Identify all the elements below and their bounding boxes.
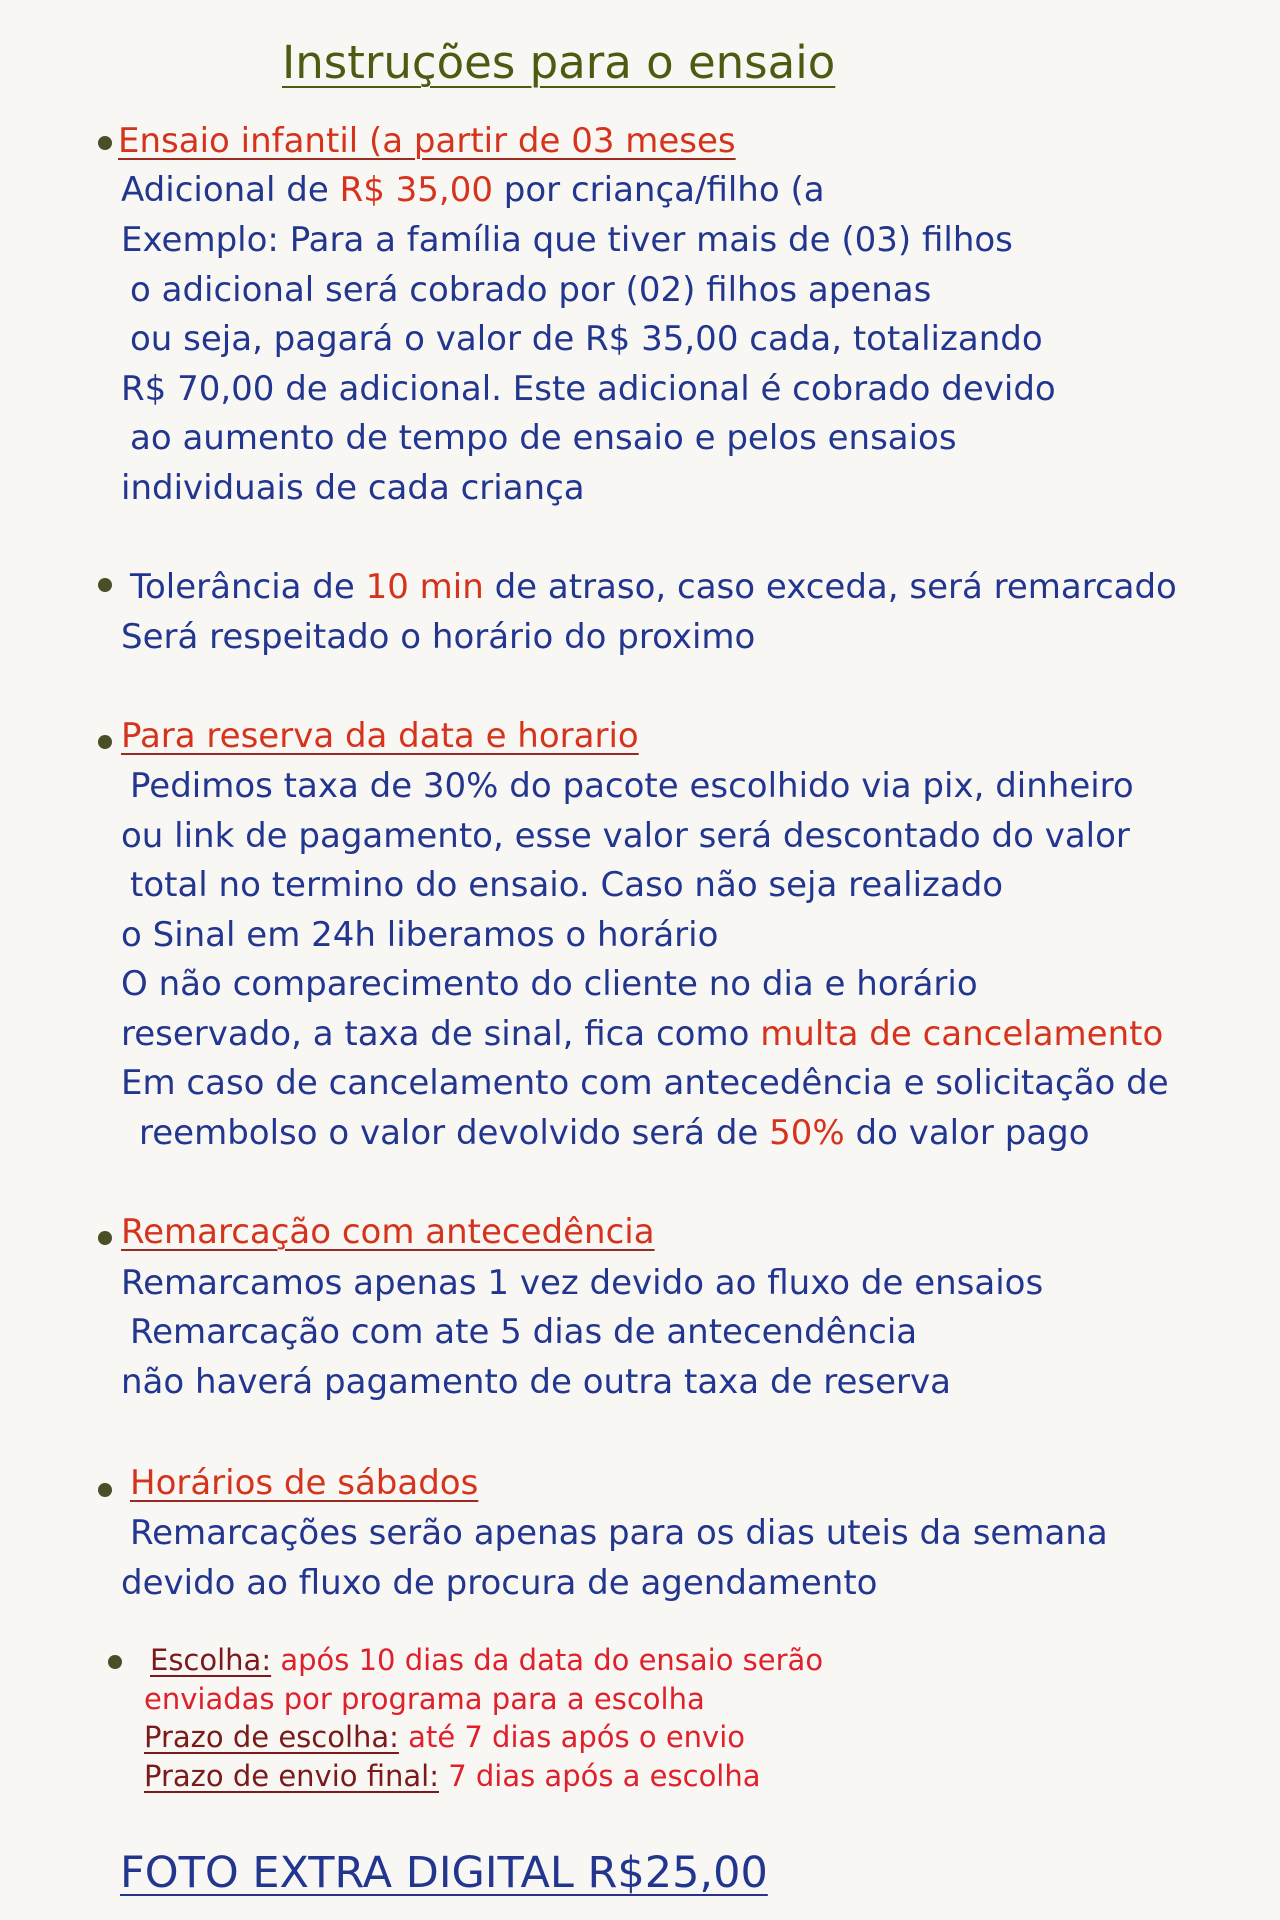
bullet-icon [98,136,112,150]
bullet-icon [98,578,112,592]
text-line [130,567,1177,607]
bullet-icon [98,1483,112,1497]
text-line [121,1014,1163,1054]
prazo-envio-label: Prazo de envio final: [144,1759,439,1793]
text-segment: Adicional de [121,170,340,210]
text-line: devido ao fluxo de procura de agendamento [121,1563,878,1603]
text-line: total no termino do ensaio. Caso não seja realizado [130,865,1004,905]
text-line: Exemplo: Para a família que tiver mais de (03) filhos [121,220,1013,260]
text-segment: do valor pago [844,1113,1090,1153]
text-line [121,170,825,210]
text-line: individuais de cada criança [121,468,585,508]
text-line: Em caso de cancelamento com antecedência e solicitação de [121,1063,1169,1103]
text-line: não haverá pagamento de outra taxa de reserva [121,1362,951,1402]
heading-text: Remarcação com antecedência [121,1212,655,1252]
prazo-envio-line [144,1759,761,1793]
text-line: o adicional será cobrado por (02) filhos apenas [130,270,932,310]
text-line: ao aumento de tempo de ensaio e pelos ensaios [130,418,957,458]
price-highlight: R$ 35,00 [339,170,493,210]
escolha-text-2: enviadas por programa para a escolha [144,1682,705,1716]
text-line: Pedimos taxa de 30% do pacote escolhido via pix, dinheiro [130,766,1134,806]
section-heading-infantil [118,121,736,161]
text-segment: Tolerância de [130,567,366,607]
section-heading-reserva [121,716,639,756]
heading-text: Para reserva da data e horario [121,716,639,756]
prazo-escolha-line [144,1720,745,1754]
text-segment: reservado, a taxa de sinal, fica como [121,1014,761,1054]
escolha-text: após 10 dias da data do ensaio serão [271,1643,824,1677]
text-line: Remarcações serão apenas para os dias uteis da semana [130,1513,1108,1553]
heading-text: Ensaio infantil (a partir de 03 meses [118,121,736,161]
escolha-line-2 [144,1682,705,1716]
bullet-icon [108,1655,122,1669]
section-heading-remarcacao [121,1212,655,1252]
text-segment: de atraso, caso exceda, será remarcado [483,567,1177,607]
text-line: ou link de pagamento, esse valor será descontado do valor [121,816,1130,856]
escolha-line [150,1643,823,1677]
text-line [139,1113,1090,1153]
text-segment: reembolso o valor devolvido será de [139,1113,770,1153]
section-heading-sabados [130,1463,478,1503]
text-line: O não comparecimento do cliente no dia e horário [121,964,978,1004]
text-line: R$ 70,00 de adicional. Este adicional é cobrado devido [121,369,1056,409]
fine-highlight: multa de cancelamento [760,1014,1164,1054]
page-title: Instruções para o ensaio [282,36,836,89]
time-highlight: 10 min [365,567,484,607]
extra-photo-price: FOTO EXTRA DIGITAL R$25,00 [120,1848,768,1898]
bullet-icon [98,735,112,749]
heading-text: Horários de sábados [130,1463,479,1503]
prazo-envio-text: 7 dias após a escolha [438,1759,761,1793]
escolha-label: Escolha: [150,1643,272,1677]
text-line: o Sinal em 24h liberamos o horário [121,915,719,955]
text-line: Será respeitado o horário do proximo [121,617,756,657]
bullet-icon [98,1231,112,1245]
text-line: ou seja, pagará o valor de R$ 35,00 cada, totalizando [130,319,1043,359]
prazo-escolha-label: Prazo de escolha: [144,1720,399,1754]
text-segment: por criança/filho (a [492,170,825,210]
percent-highlight: 50% [769,1113,845,1153]
prazo-escolha-text: até 7 dias após o envio [398,1720,745,1754]
text-line: Remarcamos apenas 1 vez devido ao fluxo de ensaios [121,1263,1044,1303]
text-line: Remarcação com ate 5 dias de antecendência [130,1312,918,1352]
